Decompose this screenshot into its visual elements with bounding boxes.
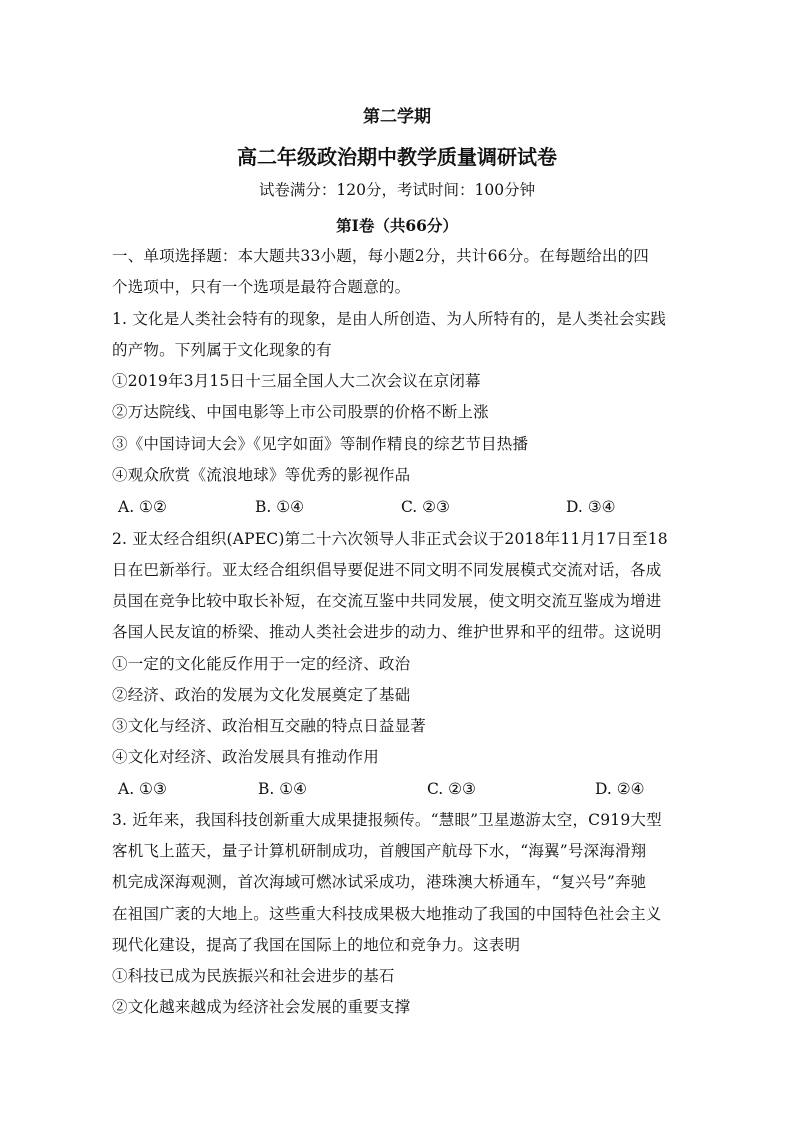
option-b[interactable]: B. ①④ <box>258 780 308 798</box>
question-stem-line: 2. 亚太经合组织(APEC)第二十六次领导人非正式会议于2018年11月17日至18 <box>112 530 668 548</box>
statement: ②万达院线、中国电影等上市公司股票的价格不断上涨 <box>112 403 489 421</box>
statement: ①2019年3月15日十三届全国人大二次会议在京闭幕 <box>112 372 481 390</box>
question-stem-line: 在祖国广袤的大地上。这些重大科技成果极大地推动了我国的中国特色社会主义 <box>112 905 662 923</box>
question-stem-line: 日在巴新举行。亚太经合组织倡导要促进不同文明不同发展模式交流对话，各成 <box>112 561 662 579</box>
option-b[interactable]: B. ①④ <box>255 498 305 516</box>
option-d[interactable]: D. ②④ <box>595 780 645 798</box>
instructions-line: 一、单项选择题：本大题共33小题，每小题2分，共计66分。在每题给出的四 <box>112 247 650 265</box>
statement: ②经济、政治的发展为文化发展奠定了基础 <box>112 686 411 704</box>
exam-title: 高二年级政治期中教学质量调研试卷 <box>237 145 557 169</box>
question-stem-line: 的产物。下列属于文化现象的有 <box>112 341 332 359</box>
exam-info: 试卷满分：120分，考试时间：100分钟 <box>258 181 536 199</box>
option-a[interactable]: A. ①③ <box>118 780 167 798</box>
semester-heading: 第二学期 <box>363 107 431 127</box>
statement: ①科技已成为民族振兴和社会进步的基石 <box>112 967 395 985</box>
question-stem-line: 机完成深海观测，首次海域可燃冰试采成功，港珠澳大桥通车，“复兴号”奔驰 <box>112 873 647 891</box>
option-a[interactable]: A. ①② <box>118 498 167 516</box>
option-c[interactable]: C. ②③ <box>401 498 450 516</box>
part-title: 第Ⅰ卷（共66分） <box>336 216 458 235</box>
question-stem-line: 各国人民友谊的桥梁、推动人类社会进步的动力、维护世界和平的纽带。这说明 <box>112 623 662 641</box>
question-stem-line: 3. 近年来，我国科技创新重大成果捷报频传。“慧眼”卫星遨游太空，C919大型 <box>112 811 662 829</box>
statement: ④观众欣赏《流浪地球》等优秀的影视作品 <box>112 466 411 484</box>
option-d[interactable]: D. ③④ <box>566 498 616 516</box>
option-c[interactable]: C. ②③ <box>427 780 476 798</box>
statement: ④文化对经济、政治发展具有推动作用 <box>112 748 379 766</box>
question-stem-line: 现代化建设，提高了我国在国际上的地位和竞争力。这表明 <box>112 936 521 954</box>
question-stem-line: 1. 文化是人类社会特有的现象，是由人所创造、为人所特有的，是人类社会实践 <box>112 310 667 328</box>
statement: ③《中国诗词大会》《见字如面》等制作精良的综艺节目热播 <box>112 435 529 453</box>
statement: ②文化越来越成为经济社会发展的重要支撑 <box>112 998 411 1016</box>
statement: ③文化与经济、政治相互交融的特点日益显著 <box>112 717 427 735</box>
question-stem-line: 客机飞上蓝天，量子计算机研制成功，首艘国产航母下水，“海翼”号深海滑翔 <box>112 842 647 860</box>
question-stem-line: 员国在竞争比较中取长补短，在交流互鉴中共同发展，使文明交流互鉴成为增进 <box>112 592 662 610</box>
instructions-line: 个选项中，只有一个选项是最符合题意的。 <box>112 278 411 296</box>
statement: ①一定的文化能反作用于一定的经济、政治 <box>112 655 411 673</box>
